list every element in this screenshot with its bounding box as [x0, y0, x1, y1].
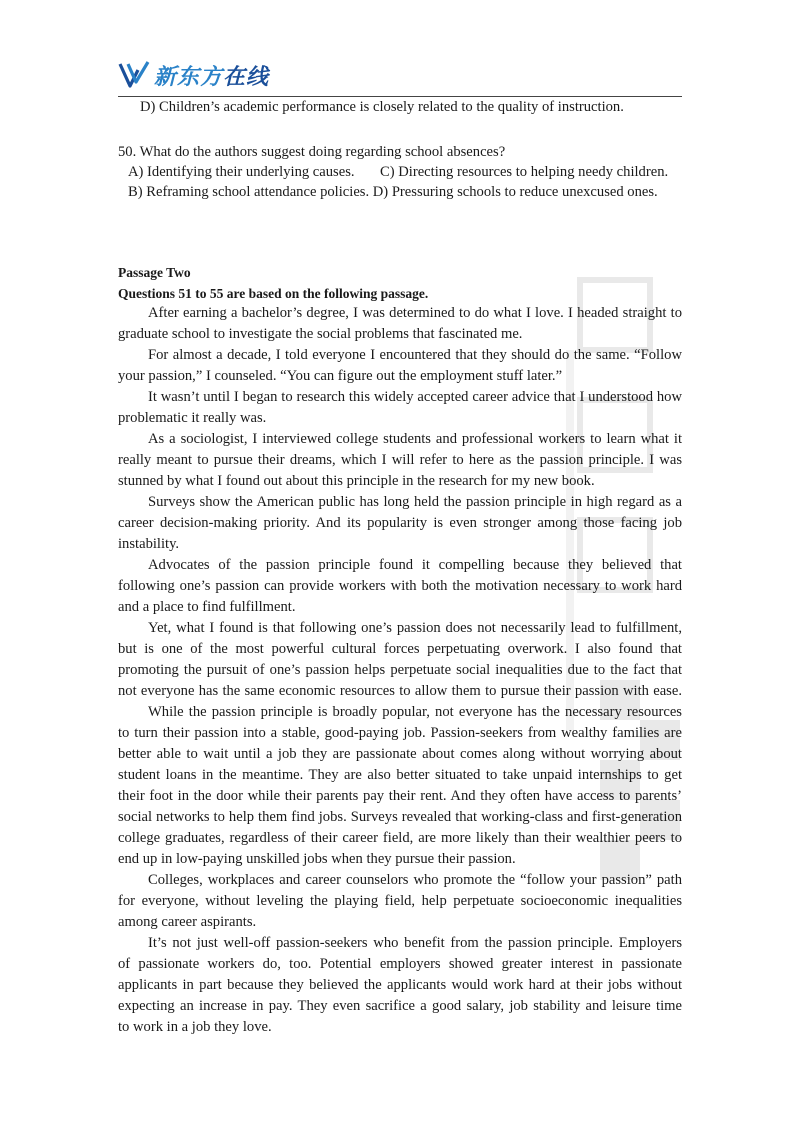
passage-line: better able to wait until a job they are passionate about comes along without worrying about	[118, 746, 682, 762]
passage-line: instability.	[118, 536, 180, 552]
passage-line: and a place to find fulfillment.	[118, 599, 296, 615]
passage-line: end up in low-paying unskilled jobs when they pursue their passion.	[118, 851, 516, 867]
passage-line: While the passion principle is broadly popular, not everyone has the necessary resources	[148, 704, 682, 720]
passage-line: not everyone has the same economic resources to allow them to pursue their passion with ease.	[118, 683, 682, 699]
passage-line: graduate school to investigate the social problems that fascinated me.	[118, 326, 523, 342]
q49-option-d: D) Children’s academic performance is closely related to the quality of instruction.	[140, 99, 624, 115]
q50-stem: 50. What do the authors suggest doing regarding school absences?	[118, 144, 506, 160]
passage-line: As a sociologist, I interviewed college students and professional workers to learn what it	[148, 431, 682, 447]
passage-line: your passion,” I counseled. “You can figure out the employment stuff later.”	[118, 368, 563, 384]
passage-line: following one’s passion can provide workers with both the motivation necessary to work hard	[118, 578, 682, 594]
passage-line: to work in a job they love.	[118, 1019, 272, 1035]
logo-mark-icon	[118, 60, 152, 90]
logo-brand-part1: 新东方	[154, 64, 224, 90]
passage-line: It wasn’t until I began to research this widely accepted career advice that I understood how	[148, 389, 682, 405]
passage-line: career decision-making priority. And its popularity is even stronger among those facing job	[118, 515, 682, 531]
passage-line: promoting the pursuit of one’s passion helps perpetuate social inequalities due to the fact that	[118, 662, 682, 678]
passage-line: expecting an increase in pay. They even sacrifice a good salary, job stability and leisure time	[118, 998, 682, 1014]
q50-options-b-d: B) Reframing school attendance policies. D) Pressuring schools to reduce unexcused ones.	[128, 184, 658, 200]
passage-line: for everyone, without leveling the playing field, help perpetuate socioeconomic inequalities	[118, 893, 682, 909]
q50-option-c: C) Directing resources to helping needy children.	[380, 164, 669, 180]
passage-line: Yet, what I found is that following one’s passion does not necessarily lead to fulfillment,	[148, 620, 682, 636]
brand-logo	[118, 58, 269, 92]
passage-line: For almost a decade, I told everyone I encountered that they should do the same. “Follow	[148, 347, 682, 363]
passage-instruction: Questions 51 to 55 are based on the following passage.	[118, 286, 429, 301]
passage-line: social networks to help them find jobs. Surveys revealed that working-class and first-generation	[118, 809, 682, 825]
passage-line: applicants in part because they believed the applicants would work hard at their jobs without	[118, 977, 682, 993]
passage-line: Colleges, workplaces and career counselors who promote the “follow your passion” path	[148, 872, 682, 888]
passage-line: their foot in the door while their parents pay their rent. And they often have access to parents’	[118, 788, 682, 804]
passage-line: really meant to pursue their dreams, which I will refer to here as the passion principle. I was	[118, 452, 682, 468]
page-header	[118, 50, 682, 96]
passage-line: Advocates of the passion principle found it compelling because they believed that	[148, 557, 682, 573]
passage-line: Surveys show the American public has long held the passion principle in high regard as a	[148, 494, 682, 510]
passage-line: stunned by what I found out about this principle in the research for my new book.	[118, 473, 595, 489]
logo-text	[154, 60, 269, 91]
q50-option-a: A) Identifying their underlying causes.	[128, 164, 355, 180]
logo-brand-part2: 在线	[223, 64, 270, 90]
passage-line: among career aspirants.	[118, 914, 257, 930]
passage-line: but is one of the most powerful cultural forces perpetuating overwork. I also found that	[118, 641, 682, 657]
passage-line: student loans in the meantime. They are also better situated to take unpaid internships to get	[118, 767, 682, 783]
passage-line: college graduates, regardless of their career field, are more likely than their wealthier peers to	[118, 830, 682, 846]
passage-line: After earning a bachelor’s degree, I was determined to do what I love. I headed straight to	[148, 305, 682, 321]
passage-line: It’s not just well-off passion-seekers who benefit from the passion principle. Employers	[148, 935, 682, 951]
passage-line: of passionate workers do, too. Potential employers showed greater interest in passionate	[118, 956, 682, 972]
passage-line: to turn their passion into a stable, good-paying job. Passion-seekers from wealthy families are	[118, 725, 682, 741]
passage-line: problematic it really was.	[118, 410, 267, 426]
passage-title: Passage Two	[118, 265, 191, 280]
